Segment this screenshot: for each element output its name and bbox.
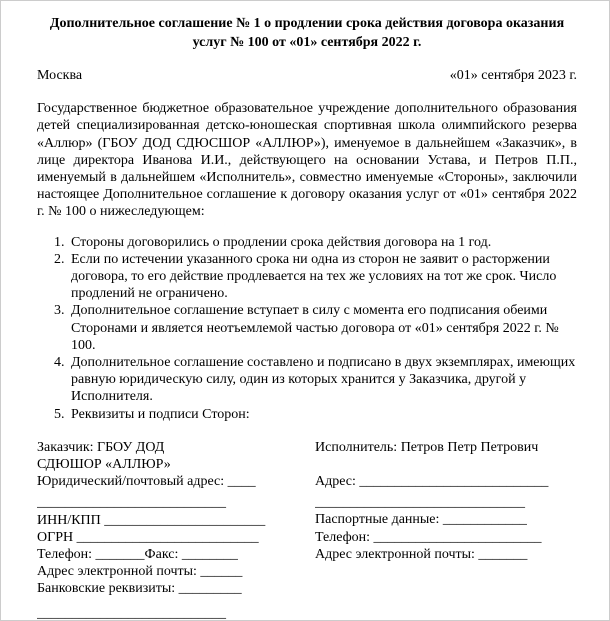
clause-item: 2. Если по истечении указанного срока ни одна из сторон не заявит о расторжении договора, то его действие продлевается на тех же условиях на тот же срок. Число продлений не ограничено.	[68, 251, 577, 303]
requisite-line: Адрес электронной почты: _______	[315, 546, 528, 562]
requisite-line: Паспортные данные: ____________	[315, 512, 527, 528]
requisite-line: Юридический/почтовый адрес: ____	[37, 474, 256, 490]
clause-item: 1. Стороны договорились о продлении срока действия договора на 1 год.	[68, 234, 577, 251]
city-date-row	[37, 67, 577, 84]
clause-item: 5. Реквизиты и подписи Сторон:	[68, 406, 577, 423]
requisite-line: Исполнитель: Петров Петр Петрович	[315, 439, 539, 455]
requisite-line: ИНН/КПП _______________________	[37, 512, 266, 528]
document-title: Дополнительное соглашение № 1 о продлении срока действия договора оказания услуг № 100 от «01» сентября 2022 г.	[49, 16, 565, 50]
clause-item: 3. Дополнительное соглашение вступает в силу с момента его подписания обеими Сторонами и является неотъемлемой частью договора от «01» сентября 2022 г. № 100.	[68, 302, 577, 354]
contractor-requisites	[315, 439, 577, 621]
clause-list	[37, 234, 577, 423]
customer-requisites	[37, 439, 307, 621]
preamble-paragraph: Государственное бюджетное образовательное учреждение дополнительного образования детей специализированная детско-юношеская спортивная школа олимпийского резерва «Аллюр» (ГБОУ ДОД СДЮСШОР «АЛЛЮР»), именуемое в дальнейшем «Заказчик», в лице директора Иванова И.И., действующего на основании Устава, и Петров П.П., именуемый в дальнейшем «Исполнитель», совместно именуемые «Стороны», заключили настоящее Дополнительное соглашение к договору оказания услуг от «01» сентября 2022 г. № 100 о нижеследующем:	[37, 101, 577, 220]
clause-item: 4. Дополнительное соглашение составлено и подписано в двух экземплярах, имеющих равную юридическую силу, один из которых хранится у Заказчика, другой у Исполнителя.	[68, 354, 577, 406]
requisites-section	[37, 439, 577, 621]
requisite-line: Телефон: _______Факс: ________	[37, 547, 238, 563]
requisite-blank-rule: ______________________________	[315, 495, 525, 511]
date-label: «01» сентября 2023 г.	[449, 68, 577, 83]
requisite-line: Телефон: ________________________	[315, 529, 542, 545]
requisite-line: СДЮШОР «АЛЛЮР»	[37, 457, 171, 473]
requisite-line: Банковские реквизиты: _________	[37, 581, 242, 597]
requisite-line: Адрес электронной почты: ______	[37, 564, 243, 580]
requisite-blank-rule: ___________________________	[37, 495, 226, 511]
requisite-blank-rule: ___________________________	[37, 605, 226, 621]
requisite-line: Адрес: ___________________________	[315, 474, 549, 490]
requisite-line: ОГРН __________________________	[37, 529, 259, 545]
requisite-line: Заказчик: ГБОУ ДОД	[37, 439, 165, 455]
city-label: Москва	[37, 68, 83, 83]
